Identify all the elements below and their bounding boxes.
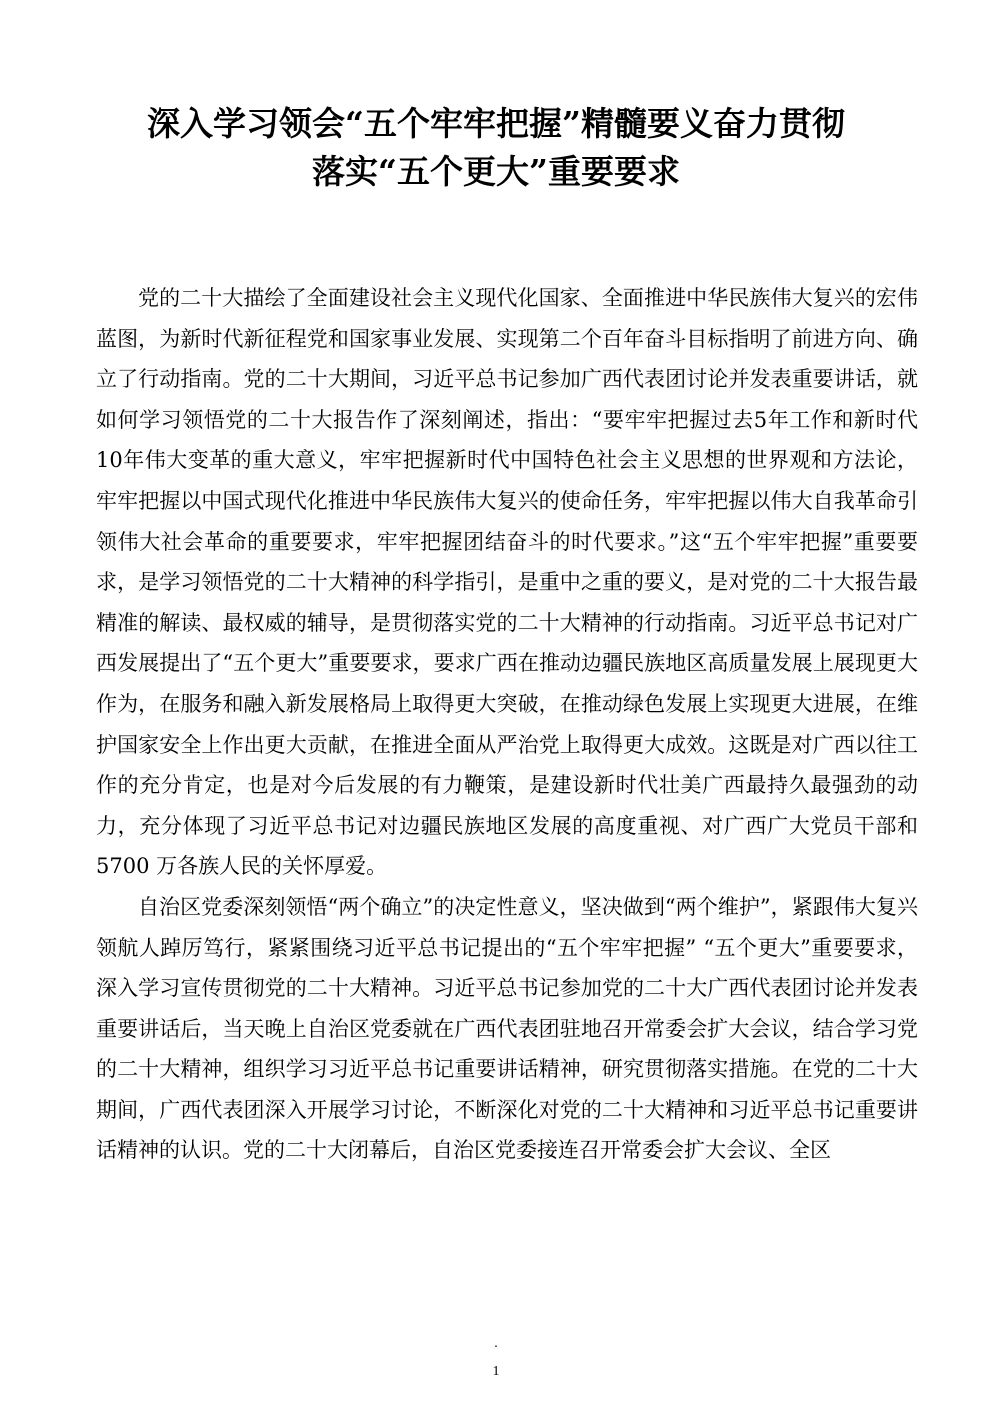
footer-dot: .	[494, 1336, 498, 1351]
document-body	[96, 278, 918, 1171]
document-title	[60, 100, 932, 196]
page-number: 1	[492, 1364, 500, 1379]
title-line-2: 落实“五个更大”重要要求	[312, 152, 680, 191]
title-line-1: 深入学习领会“五个牢牢把握”精髓要义奋力贯彻	[147, 104, 845, 143]
paragraph-2: 自治区党委深刻领悟“两个确立”的决定性意义，坚决做到“两个维护”，紧跟伟大复兴领航人踔厉笃行，紧紧围绕习近平总书记提出的“五个牢牢把握” “五个更大”重要要求，深入学习宣传贯彻党的二十大精神。习近平总书记参加党的二十大广西代表团讨论并发表重要讲话后，当天晚上自治区党委就在广西代表团驻地召开常委会扩大会议，结合学习党的二十大精神，组织学习习近平总书记重要讲话精神，研究贯彻落实措施。在党的二十大期间，广西代表团深入开展学习讨论，不断深化对党的二十大精神和习近平总书记重要讲话精神的认识。党的二十大闭幕后，自治区党委接连召开常委会扩大会议、全区	[96, 894, 918, 1163]
paragraph-1: 党的二十大描绘了全面建设社会主义现代化国家、全面推进中华民族伟大复兴的宏伟蓝图，为新时代新征程党和国家事业发展、实现第二个百年奋斗目标指明了前进方向、确立了行动指南。党的二十大期间，习近平总书记参加广西代表团讨论并发表重要讲话，就如何学习领悟党的二十大报告作了深刻阐述，指出：“要牢牢把握过去5年工作和新时代10年伟大变革的重大意义，牢牢把握新时代中国特色社会主义思想的世界观和方法论，牢牢把握以中国式现代化推进中华民族伟大复兴的使命任务，牢牢把握以伟大自我革命引领伟大社会革命的重要要求，牢牢把握团结奋斗的时代要求。”这“五个牢牢把握”重要要求，是学习领悟党的二十大精神的科学指引，是重中之重的要义，是对党的二十大报告最精准的解读、最权威的辅导，是贯彻落实党的二十大精神的行动指南。习近平总书记对广西发展提出了“五个更大”重要要求，要求广西在推动边疆民族地区高质量发展上展现更大作为，在服务和融入新发展格局上取得更大突破，在推动绿色发展上实现更大进展，在维护国家安全上作出更大贡献，在推进全面从严治党上取得更大成效。这既是对广西以往工作的充分肯定，也是对今后发展的有力鞭策，是建设新时代壮美广西最持久最强劲的动力，充分体现了习近平总书记对边疆民族地区发展的高度重视、对广西广大党员干部和5700 万各族人民的关怀厚爱。	[96, 286, 918, 879]
